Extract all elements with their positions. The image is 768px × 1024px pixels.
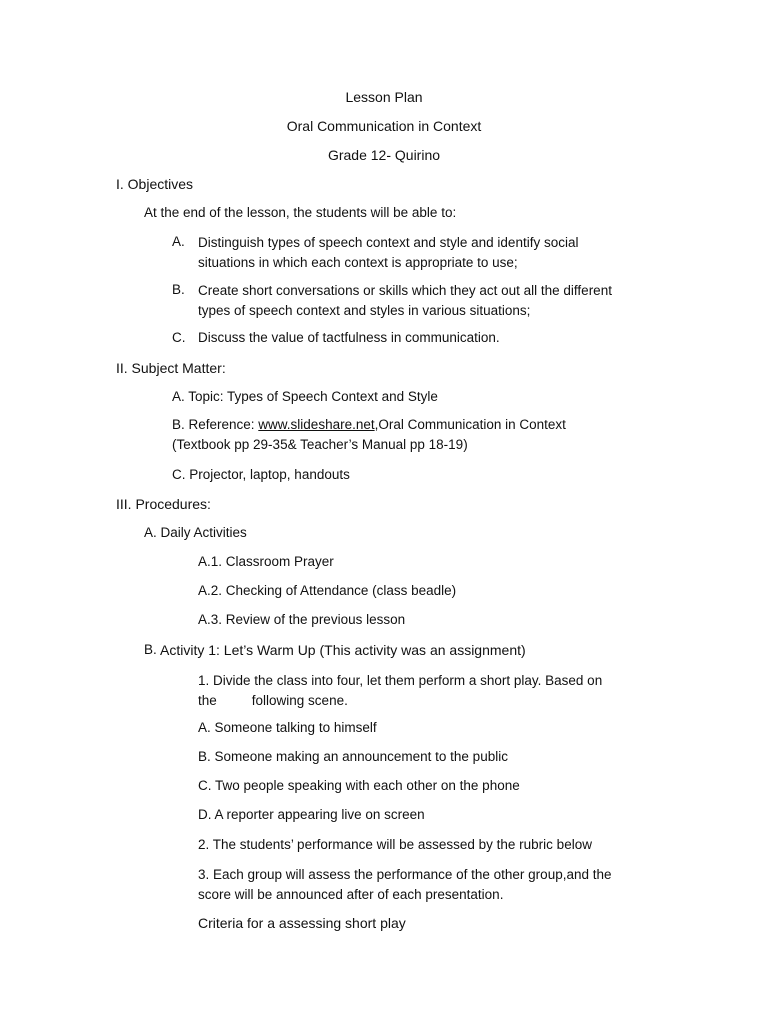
- subject-topic: A. Topic: Types of Speech Context and Style: [172, 389, 438, 404]
- daily-activity-item: A.1. Classroom Prayer: [198, 554, 334, 569]
- objective-marker: A.: [172, 234, 185, 249]
- subject-reference-pages: (Textbook pp 29-35& Teacher’s Manual pp 18-19): [172, 437, 468, 452]
- reference-title: ,Oral Communication in Context: [374, 417, 566, 432]
- objective-text-line1: Create short conversations or skills which they act out all the different: [198, 283, 612, 298]
- scene-item: B. Someone making an announcement to the public: [198, 749, 508, 764]
- step-3-line1: 3. Each group will assess the performance of the other group,and the: [198, 867, 612, 882]
- activity-marker: B.: [144, 642, 157, 657]
- scene-item: A. Someone talking to himself: [198, 720, 377, 735]
- subject-matter-heading: II. Subject Matter:: [116, 360, 226, 376]
- daily-activity-item: A.2. Checking of Attendance (class beadle): [198, 583, 457, 598]
- objective-marker: B.: [172, 282, 185, 297]
- document-subject: Oral Communication in Context: [286, 118, 482, 134]
- step-1-line1: 1. Divide the class into four, let them perform a short play. Based on: [198, 673, 603, 688]
- document-grade: Grade 12- Quirino: [327, 147, 441, 163]
- objective-text-line1: Distinguish types of speech context and style and identify social: [198, 235, 579, 250]
- objective-marker: C.: [172, 330, 186, 345]
- objective-text-line2: types of speech context and styles in various situations;: [198, 302, 531, 318]
- activity-step-1: [198, 671, 651, 710]
- procedures-heading: III. Procedures:: [116, 496, 211, 512]
- reference-label: B. Reference:: [172, 417, 259, 432]
- step-1-line2-end: following scene.: [251, 692, 348, 708]
- step-1-line2: [198, 691, 651, 711]
- objectives-heading: I. Objectives: [116, 176, 194, 192]
- scene-item: D. A reporter appearing live on screen: [198, 807, 425, 822]
- activity-title: Activity 1: Let’s Warm Up (This activity was an assignment): [160, 642, 526, 658]
- scene-item: C. Two people speaking with each other on the phone: [198, 778, 520, 793]
- step-1-line2-start: the: [198, 692, 217, 708]
- daily-activity-item: A.3. Review of the previous lesson: [198, 612, 406, 627]
- step-3-line2: score will be announced after of each presentation.: [198, 886, 504, 902]
- reference-link[interactable]: www.slideshare.net: [258, 417, 375, 432]
- activity-step-3: [198, 865, 651, 904]
- objective-item: [198, 281, 651, 320]
- subject-reference: [172, 416, 566, 434]
- objective-text-line2: situations in which each context is appropriate to use;: [198, 254, 518, 270]
- criteria-heading: Criteria for a assessing short play: [198, 915, 406, 931]
- subject-materials: C. Projector, laptop, handouts: [172, 467, 350, 482]
- objective-text: Discuss the value of tactfulness in communication.: [198, 330, 500, 345]
- document-title: Lesson Plan: [345, 89, 423, 105]
- daily-activities-heading: A. Daily Activities: [144, 525, 247, 540]
- activity-step-2: 2. The students’ performance will be assessed by the rubric below: [198, 837, 592, 852]
- objectives-intro: At the end of the lesson, the students will be able to:: [144, 205, 457, 220]
- objective-item: [198, 233, 651, 272]
